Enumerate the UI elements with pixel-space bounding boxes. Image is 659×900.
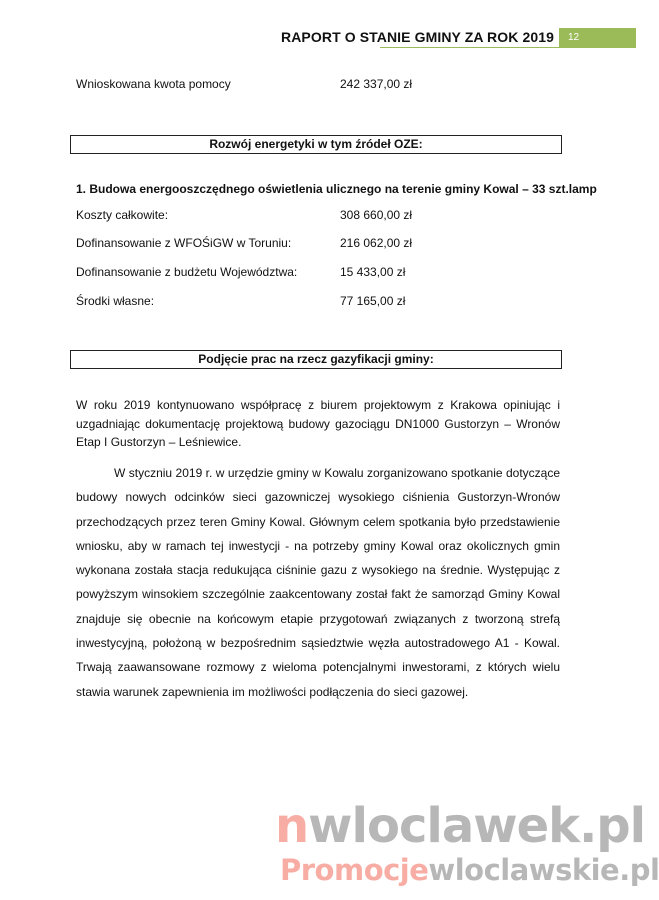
watermark-accent: Promocje xyxy=(280,853,429,887)
aid-amount-row xyxy=(76,77,413,91)
page-number-badge: 12 xyxy=(559,28,636,47)
header-divider xyxy=(380,47,636,48)
watermark-accent: n xyxy=(275,798,309,854)
cost-row xyxy=(76,294,406,308)
cost-row xyxy=(76,208,413,222)
aid-amount-label: Wnioskowana kwota pomocy xyxy=(76,77,231,91)
cost-row-label: Dofinansowanie z WFOŚiGW w Toruniu: xyxy=(76,236,292,250)
cost-row-label: Dofinansowanie z budżetu Województwa: xyxy=(76,265,298,279)
cost-row-value: 216 062,00 zł xyxy=(340,236,413,250)
cost-row-value: 15 433,00 zł xyxy=(340,265,406,279)
cost-row-value: 77 165,00 zł xyxy=(340,294,406,308)
section-title-gas: Podjęcie prac na rzecz gazyfikacji gminy: xyxy=(70,350,562,369)
cost-row-value: 308 660,00 zł xyxy=(340,208,413,222)
cost-row-label: Środki własne: xyxy=(76,294,155,308)
cost-row xyxy=(76,265,406,279)
watermark-text: wloclawskie.pl xyxy=(428,853,659,887)
cost-row-label: Koszty całkowite: xyxy=(76,208,169,222)
watermark-logo-line-2 xyxy=(280,853,659,887)
cost-row xyxy=(76,236,413,250)
watermark-logo-line-1 xyxy=(275,798,645,854)
gas-paragraph-2: W styczniu 2019 r. w urzędzie gminy w Kowalu zorganizowano spotkanie dotyczące budowy nowych odcinków sieci gazowniczej wysokiego ciśnienia Gustorzyn-Wronów przechodzących przez teren Gminy Kowal. Głównym celem spotkania było przedstawienie wniosku, aby w ramach tej inwestycji - na potrzeby gminy Kowal oraz okolicznych gmin wykonana została stacja redukująca ciśninie gazu z wysokiego na średnie. Występując z powyższym winsokiem szczególnie zaakcentowany został fakt że samorząd Gminy Kowal znajduje się obecnie na końcowym etapie przygotowań związanych z tworzoną strefą inwestycyjną, położoną w bezpośrednim sąsiedztwie węzła autostradowego A1 - Kowal. Trwają zaawansowane rozmowy z wieloma potencjalnymi inwestorami, z których wielu stawia warunek zapewnienia im możliwości podłączenia do sieci gazowej. xyxy=(76,466,560,699)
watermark-text: wloclawek.pl xyxy=(308,798,646,854)
aid-amount-value: 242 337,00 zł xyxy=(340,77,413,91)
section-title-oze: Rozwój energetyki w tym źródeł OZE: xyxy=(70,135,562,154)
gas-paragraph-1: W roku 2019 kontynuowano współpracę z biurem projektowym z Krakowa opiniując i uzgadniając dokumentację projektową budowy gazociągu DN1000 Gustorzyn – Wronów Etap I Gustorzyn – Leśniewice. xyxy=(76,398,560,450)
oze-item-heading: 1. Budowa energooszczędnego oświetlenia ulicznego na terenie gminy Kowal – 33 szt.lamp xyxy=(76,182,597,196)
report-title: RAPORT O STANIE GMINY ZA ROK 2019 xyxy=(281,29,554,45)
